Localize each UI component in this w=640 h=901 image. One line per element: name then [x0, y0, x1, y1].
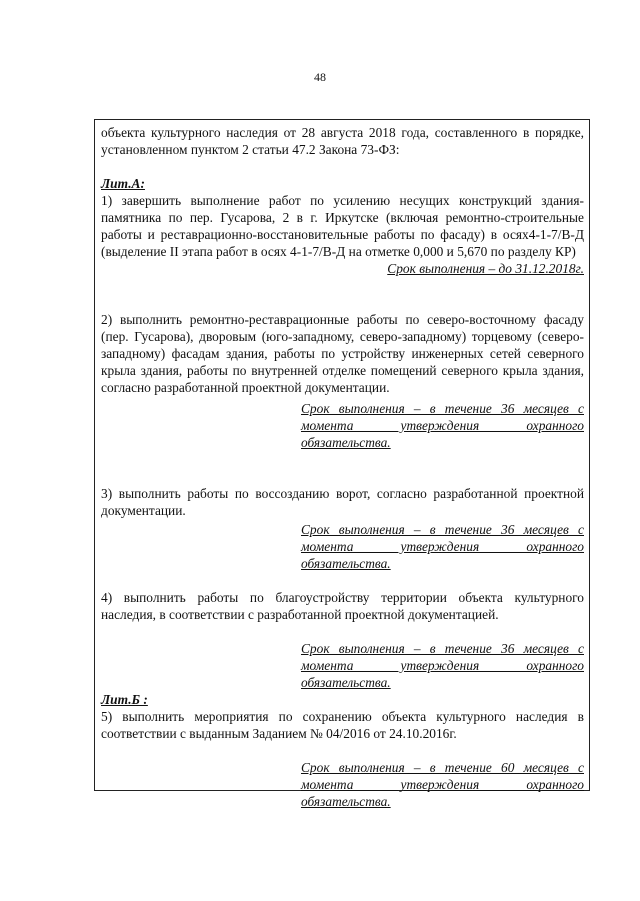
- obligations-table-cell: [94, 119, 590, 809]
- item-4-text: 4) выполнить работы по благоустройству территории объекта культурного наследия, в соответствии с разработанной проектной документацией.: [101, 590, 584, 622]
- item-5-deadline: Срок выполнения – в течение 60 месяцев с момента утверждения охранного обязательства.: [301, 760, 584, 809]
- item-4-deadline: Срок выполнения – в течение 36 месяцев с момента утверждения охранного обязательства.: [301, 641, 584, 690]
- item-3-text: 3) выполнить работы по воссозданию ворот, согласно разработанной проектной документации.: [101, 486, 584, 518]
- intro-paragraph: объекта культурного наследия от 28 августа 2018 года, составленного в порядке, установленном пунктом 2 статьи 47.2 Закона 73-ФЗ:: [101, 125, 584, 157]
- page-number: 48: [314, 70, 326, 84]
- item-3-deadline: Срок выполнения – в течение 36 месяцев с момента утверждения охранного обязательства.: [301, 522, 584, 571]
- item-2-text: 2) выполнить ремонтно-реставрационные работы по северо-восточному фасаду (пер. Гусарова), дворовым (юго-западному, северо-западному) торцевому (северо-западному) фасадам здания, работы по устройству инженерных сетей северного крыла здания, работы по внутренней отделке помещений северного крыла здания, согласно разработанной проектной документации.: [101, 312, 584, 395]
- item-2-deadline: Срок выполнения – в течение 36 месяцев с момента утверждения охранного обязательства.: [301, 401, 584, 450]
- item-5-text: 5) выполнить мероприятия по сохранению объекта культурного наследия в соответствии с выданным Заданием № 04/2016 от 24.10.2016г.: [101, 709, 584, 741]
- item-1-deadline: Срок выполнения – до 31.12.2018г.: [387, 261, 584, 276]
- lit-a-heading: Лит.А:: [101, 176, 145, 191]
- item-1-text: 1) завершить выполнение работ по усилению несущих конструкций здания-памятника по пер. Гусарова, 2 в г. Иркутске (включая ремонтно-строительные работы и реставрационно-восстановительные работы по фасаду) в осях4-1-7/В-Д (выделение II этапа работ в осях 4-1-7/В-Д на отметке 0,000 и 5,670 по разделу КР): [101, 193, 584, 259]
- lit-b-heading: Лит.Б :: [101, 692, 148, 707]
